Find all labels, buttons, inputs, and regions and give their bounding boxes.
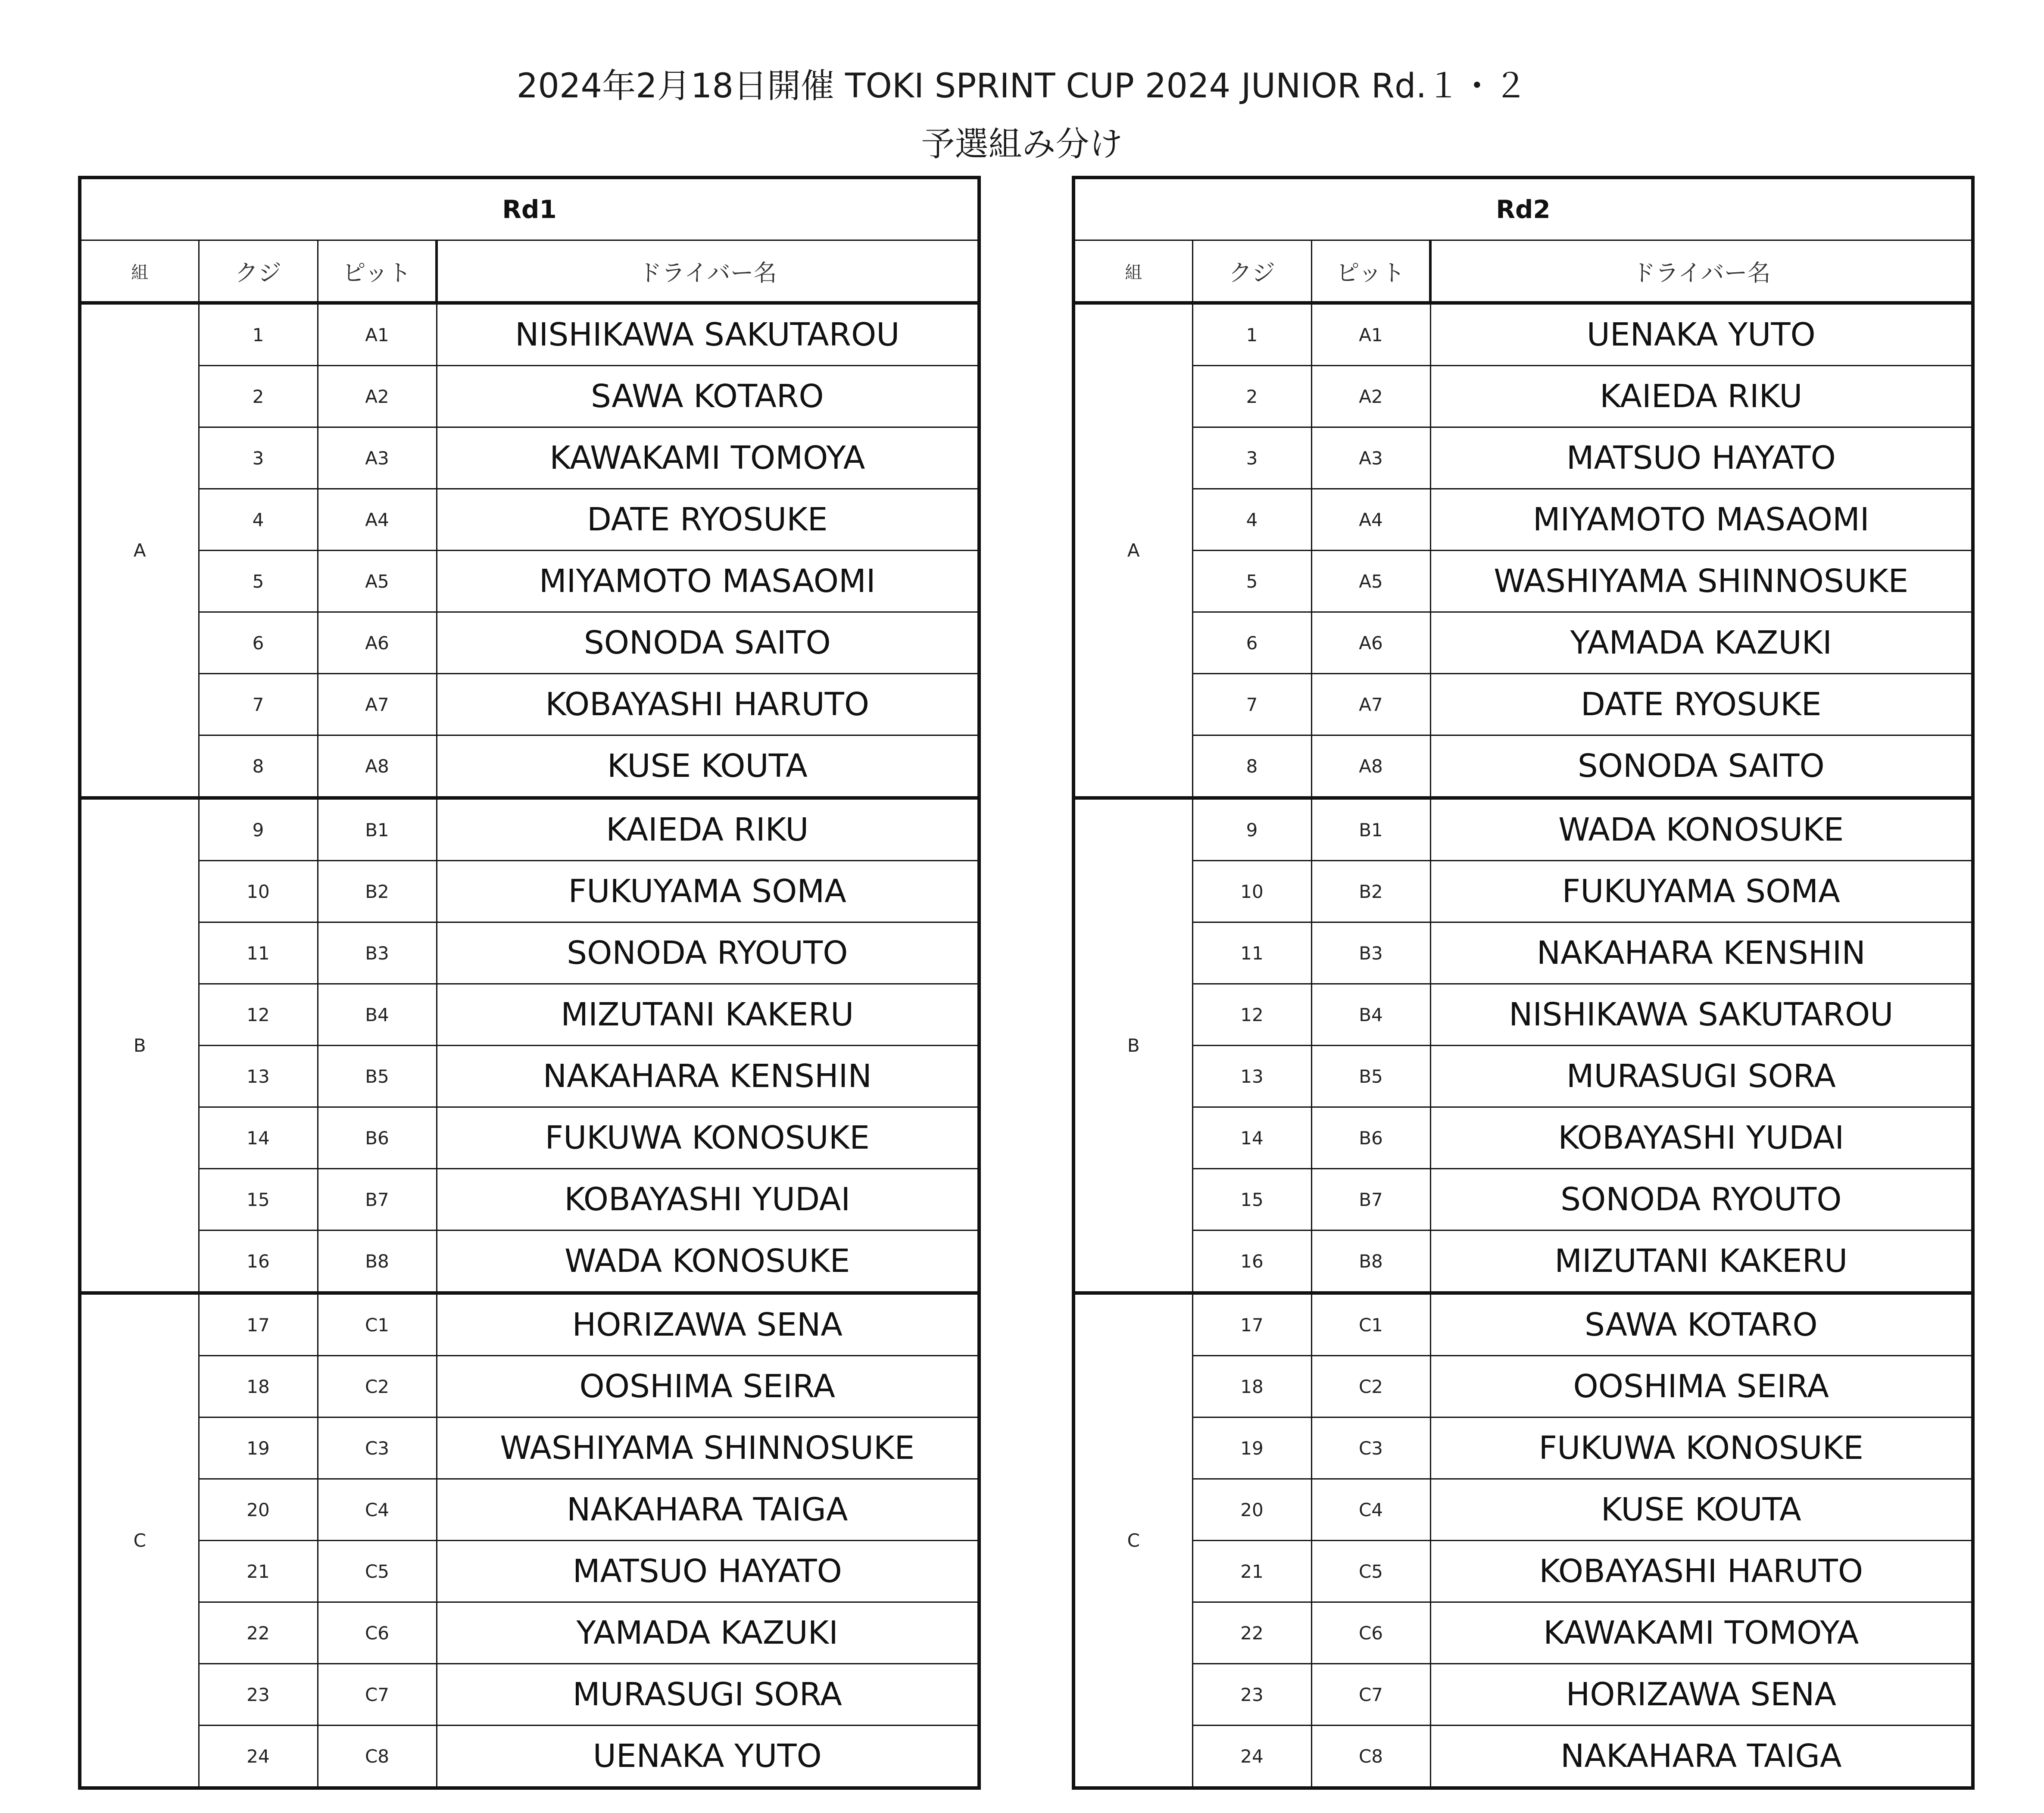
pit-code: A1	[318, 303, 437, 366]
pit-code: C2	[318, 1356, 437, 1417]
round-2-table	[1072, 176, 1975, 1790]
pit-code: A8	[1311, 735, 1430, 798]
pit-code: C6	[1311, 1602, 1430, 1664]
kuji-number: 1	[1192, 303, 1311, 366]
pit-code: C3	[318, 1417, 437, 1479]
kuji-number: 22	[199, 1602, 318, 1664]
table-row	[80, 1664, 979, 1726]
table-row	[80, 1541, 979, 1602]
pit-code: C5	[318, 1541, 437, 1602]
driver-name: SONODA SAITO	[1430, 735, 1973, 798]
pit-code: B8	[1311, 1230, 1430, 1293]
pit-code: B1	[318, 798, 437, 861]
kuji-number: 19	[199, 1417, 318, 1479]
table-row	[1073, 427, 1973, 489]
driver-name: YAMADA KAZUKI	[437, 1602, 979, 1664]
kuji-number: 21	[199, 1541, 318, 1602]
table-row	[80, 1602, 979, 1664]
kuji-number: 6	[1192, 612, 1311, 674]
table-row	[80, 861, 979, 922]
driver-name: SAWA KOTARO	[1430, 1293, 1973, 1356]
table-row	[80, 1107, 979, 1169]
pit-code: B6	[318, 1107, 437, 1169]
kuji-number: 24	[1192, 1726, 1311, 1788]
pit-code: C1	[318, 1293, 437, 1356]
pit-code: A2	[318, 366, 437, 427]
table-row	[1073, 612, 1973, 674]
table-row	[1073, 489, 1973, 551]
pit-code: C7	[318, 1664, 437, 1726]
kuji-number: 16	[199, 1230, 318, 1293]
table-row	[80, 1293, 979, 1356]
table-row	[1073, 1417, 1973, 1479]
driver-name: DATE RYOSUKE	[1430, 674, 1973, 735]
table-row	[1073, 1046, 1973, 1107]
kuji-number: 23	[199, 1664, 318, 1726]
driver-name: MIZUTANI KAKERU	[1430, 1230, 1973, 1293]
kuji-number: 19	[1192, 1417, 1311, 1479]
kuji-number: 12	[199, 984, 318, 1046]
column-header-row	[80, 240, 979, 303]
pit-code: A1	[1311, 303, 1430, 366]
column-header-row	[1073, 240, 1973, 303]
table-row	[1073, 1602, 1973, 1664]
table-row	[80, 427, 979, 489]
driver-name: NISHIKAWA SAKUTAROU	[437, 303, 979, 366]
table-row	[1073, 1230, 1973, 1293]
kuji-number: 3	[199, 427, 318, 489]
kuji-number: 3	[1192, 427, 1311, 489]
round-2-body	[1073, 303, 1973, 1788]
kuji-number: 7	[1192, 674, 1311, 735]
round-header-row	[80, 178, 979, 240]
driver-name: SAWA KOTARO	[437, 366, 979, 427]
driver-name: FUKUWA KONOSUKE	[1430, 1417, 1973, 1479]
kuji-number: 13	[199, 1046, 318, 1107]
pit-code: B6	[1311, 1107, 1430, 1169]
kuji-number: 2	[199, 366, 318, 427]
pit-code: B7	[1311, 1169, 1430, 1230]
pit-code: C5	[1311, 1541, 1430, 1602]
kuji-number: 21	[1192, 1541, 1311, 1602]
driver-name: MURASUGI SORA	[1430, 1046, 1973, 1107]
pit-code: A7	[1311, 674, 1430, 735]
kuji-number: 10	[199, 861, 318, 922]
kuji-number: 12	[1192, 984, 1311, 1046]
pit-code: B2	[318, 861, 437, 922]
table-row	[80, 735, 979, 798]
round-1-body	[80, 303, 979, 1788]
group-label: C	[80, 1293, 199, 1788]
kuji-number: 11	[1192, 922, 1311, 984]
kuji-number: 1	[199, 303, 318, 366]
driver-name: NISHIKAWA SAKUTAROU	[1430, 984, 1973, 1046]
kuji-number: 20	[1192, 1479, 1311, 1541]
driver-name: KUSE KOUTA	[1430, 1479, 1973, 1541]
group-label: A	[1073, 303, 1192, 798]
pit-code: C2	[1311, 1356, 1430, 1417]
driver-name: UENAKA YUTO	[1430, 303, 1973, 366]
document-title: 2024年2月18日開催 TOKI SPRINT CUP 2024 JUNIOR Rd.１・２	[516, 67, 1528, 106]
table-row	[1073, 674, 1973, 735]
table-row	[1073, 798, 1973, 861]
round-title: Rd2	[1073, 178, 1973, 240]
kuji-number: 11	[199, 922, 318, 984]
driver-name: UENAKA YUTO	[437, 1726, 979, 1788]
table-row	[1073, 1479, 1973, 1541]
driver-name: NAKAHARA KENSHIN	[1430, 922, 1973, 984]
pit-code: B5	[318, 1046, 437, 1107]
kuji-number: 7	[199, 674, 318, 735]
table-row	[80, 612, 979, 674]
column-header-driver: ドライバー名	[1430, 240, 1973, 303]
pit-code: C4	[1311, 1479, 1430, 1541]
driver-name: KAWAKAMI TOMOYA	[1430, 1602, 1973, 1664]
pit-code: A4	[318, 489, 437, 551]
kuji-number: 5	[199, 551, 318, 612]
pit-code: A7	[318, 674, 437, 735]
table-row	[80, 798, 979, 861]
pit-code: B8	[318, 1230, 437, 1293]
pit-code: B4	[1311, 984, 1430, 1046]
table-row	[80, 489, 979, 551]
driver-name: MIZUTANI KAKERU	[437, 984, 979, 1046]
driver-name: FUKUYAMA SOMA	[437, 861, 979, 922]
driver-name: HORIZAWA SENA	[1430, 1664, 1973, 1726]
driver-name: FUKUWA KONOSUKE	[437, 1107, 979, 1169]
table-row	[80, 674, 979, 735]
table-row	[1073, 861, 1973, 922]
kuji-number: 15	[1192, 1169, 1311, 1230]
pit-code: A6	[1311, 612, 1430, 674]
driver-name: NAKAHARA TAIGA	[437, 1479, 979, 1541]
group-label: B	[1073, 798, 1192, 1293]
pit-code: A8	[318, 735, 437, 798]
driver-name: KOBAYASHI YUDAI	[1430, 1107, 1973, 1169]
table-row	[80, 1726, 979, 1788]
kuji-number: 2	[1192, 366, 1311, 427]
table-row	[1073, 303, 1973, 366]
kuji-number: 23	[1192, 1664, 1311, 1726]
pit-code: B3	[1311, 922, 1430, 984]
driver-name: WADA KONOSUKE	[1430, 798, 1973, 861]
table-row	[1073, 735, 1973, 798]
table-row	[1073, 1541, 1973, 1602]
pit-code: C7	[1311, 1664, 1430, 1726]
column-header-driver: ドライバー名	[437, 240, 979, 303]
table-row	[1073, 922, 1973, 984]
pit-code: C8	[318, 1726, 437, 1788]
column-header-pit: ピット	[1311, 240, 1430, 303]
kuji-number: 24	[199, 1726, 318, 1788]
column-header-kuji: クジ	[199, 240, 318, 303]
column-header-pit: ピット	[318, 240, 437, 303]
kuji-number: 4	[1192, 489, 1311, 551]
table-row	[80, 1479, 979, 1541]
driver-name: MATSUO HAYATO	[437, 1541, 979, 1602]
round-header-row	[1073, 178, 1973, 240]
round-1-table	[78, 176, 981, 1790]
driver-name: OOSHIMA SEIRA	[1430, 1356, 1973, 1417]
kuji-number: 9	[1192, 798, 1311, 861]
pit-code: A2	[1311, 366, 1430, 427]
driver-name: SONODA SAITO	[437, 612, 979, 674]
driver-name: KAWAKAMI TOMOYA	[437, 427, 979, 489]
kuji-number: 22	[1192, 1602, 1311, 1664]
pit-code: A6	[318, 612, 437, 674]
driver-name: KAIEDA RIKU	[1430, 366, 1973, 427]
table-row	[1073, 1293, 1973, 1356]
column-header-group: 組	[1073, 240, 1192, 303]
kuji-number: 16	[1192, 1230, 1311, 1293]
driver-name: WADA KONOSUKE	[437, 1230, 979, 1293]
kuji-number: 9	[199, 798, 318, 861]
document-subtitle: 予選組み分け	[921, 125, 1123, 164]
kuji-number: 18	[1192, 1356, 1311, 1417]
kuji-number: 17	[1192, 1293, 1311, 1356]
kuji-number: 8	[199, 735, 318, 798]
driver-name: MATSUO HAYATO	[1430, 427, 1973, 489]
column-header-group: 組	[80, 240, 199, 303]
kuji-number: 13	[1192, 1046, 1311, 1107]
table-row	[80, 1356, 979, 1417]
driver-name: FUKUYAMA SOMA	[1430, 861, 1973, 922]
driver-name: WASHIYAMA SHINNOSUKE	[437, 1417, 979, 1479]
driver-name: WASHIYAMA SHINNOSUKE	[1430, 551, 1973, 612]
driver-name: KAIEDA RIKU	[437, 798, 979, 861]
kuji-number: 14	[1192, 1107, 1311, 1169]
table-row	[1073, 984, 1973, 1046]
table-row	[80, 922, 979, 984]
group-label: B	[80, 798, 199, 1293]
group-label: A	[80, 303, 199, 798]
pit-code: A4	[1311, 489, 1430, 551]
driver-name: KOBAYASHI HARUTO	[1430, 1541, 1973, 1602]
driver-name: MURASUGI SORA	[437, 1664, 979, 1726]
kuji-number: 10	[1192, 861, 1311, 922]
table-row	[1073, 551, 1973, 612]
pit-code: C6	[318, 1602, 437, 1664]
pit-code: A3	[1311, 427, 1430, 489]
driver-name: OOSHIMA SEIRA	[437, 1356, 979, 1417]
driver-name: KUSE KOUTA	[437, 735, 979, 798]
table-row	[80, 1417, 979, 1479]
driver-name: SONODA RYOUTO	[437, 922, 979, 984]
table-row	[1073, 1169, 1973, 1230]
kuji-number: 6	[199, 612, 318, 674]
table-row	[80, 1169, 979, 1230]
driver-name: DATE RYOSUKE	[437, 489, 979, 551]
table-row	[1073, 1726, 1973, 1788]
pit-code: B2	[1311, 861, 1430, 922]
driver-name: MIYAMOTO MASAOMI	[1430, 489, 1973, 551]
pit-code: C4	[318, 1479, 437, 1541]
pit-code: B3	[318, 922, 437, 984]
pit-code: A5	[1311, 551, 1430, 612]
kuji-number: 18	[199, 1356, 318, 1417]
group-label: C	[1073, 1293, 1192, 1788]
kuji-number: 5	[1192, 551, 1311, 612]
driver-name: KOBAYASHI YUDAI	[437, 1169, 979, 1230]
driver-name: NAKAHARA KENSHIN	[437, 1046, 979, 1107]
table-row	[1073, 1356, 1973, 1417]
driver-name: MIYAMOTO MASAOMI	[437, 551, 979, 612]
driver-name: YAMADA KAZUKI	[1430, 612, 1973, 674]
pit-code: A5	[318, 551, 437, 612]
kuji-number: 17	[199, 1293, 318, 1356]
column-header-kuji: クジ	[1192, 240, 1311, 303]
table-row	[1073, 366, 1973, 427]
table-row	[1073, 1107, 1973, 1169]
table-row	[80, 366, 979, 427]
driver-name: SONODA RYOUTO	[1430, 1169, 1973, 1230]
pit-code: B1	[1311, 798, 1430, 861]
driver-name: KOBAYASHI HARUTO	[437, 674, 979, 735]
table-row	[80, 303, 979, 366]
kuji-number: 15	[199, 1169, 318, 1230]
pit-code: B5	[1311, 1046, 1430, 1107]
driver-name: NAKAHARA TAIGA	[1430, 1726, 1973, 1788]
pit-code: C1	[1311, 1293, 1430, 1356]
table-row	[1073, 1664, 1973, 1726]
pit-code: B4	[318, 984, 437, 1046]
kuji-number: 4	[199, 489, 318, 551]
table-row	[80, 984, 979, 1046]
kuji-number: 8	[1192, 735, 1311, 798]
table-row	[80, 551, 979, 612]
table-row	[80, 1230, 979, 1293]
pit-code: A3	[318, 427, 437, 489]
driver-name: HORIZAWA SENA	[437, 1293, 979, 1356]
pit-code: C8	[1311, 1726, 1430, 1788]
table-row	[80, 1046, 979, 1107]
pit-code: B7	[318, 1169, 437, 1230]
pit-code: C3	[1311, 1417, 1430, 1479]
round-title: Rd1	[80, 178, 979, 240]
kuji-number: 14	[199, 1107, 318, 1169]
kuji-number: 20	[199, 1479, 318, 1541]
